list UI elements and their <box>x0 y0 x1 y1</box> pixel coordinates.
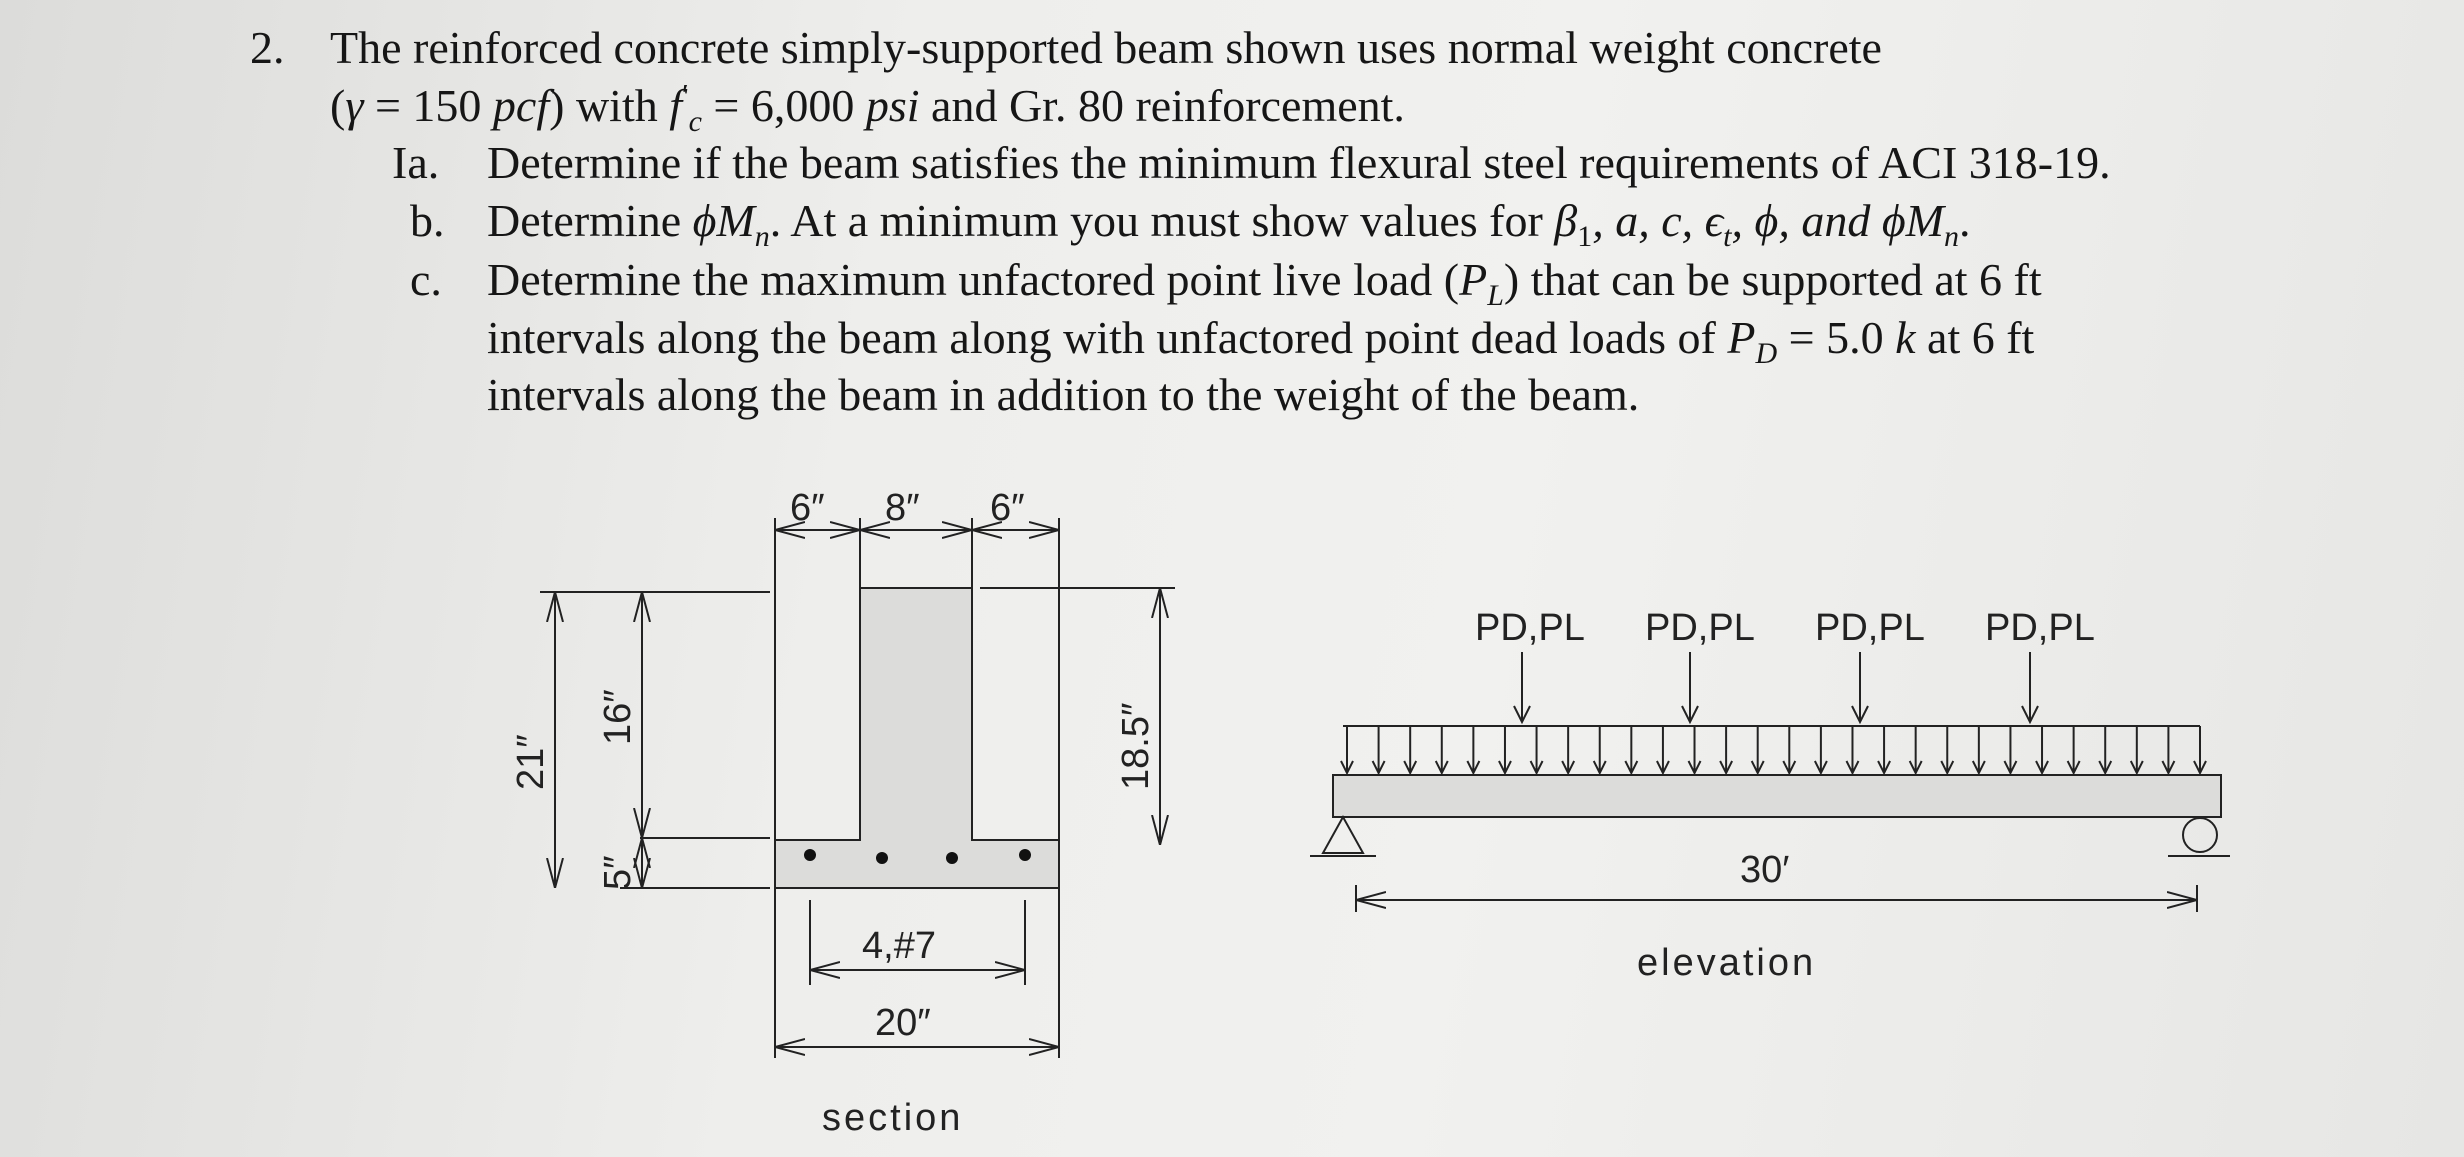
part-b-text: Determine $\phi M_n$. At a minimum you must show values for $\beta_1$, a, c, $\epsilon_t$, ϕ, and $\phi M_n$. <box>487 195 1971 254</box>
pin-support <box>1323 817 1363 853</box>
udl-arrow <box>2004 726 2016 773</box>
load-label-4: PD,PL <box>1985 607 2095 649</box>
udl-arrow <box>1625 726 1637 773</box>
distributed-load-arrows <box>1341 726 2206 773</box>
dim-top-left: 6″ <box>790 487 825 529</box>
udl-arrow <box>1973 726 1985 773</box>
point-load-arrow <box>1514 652 1530 722</box>
part-c-line1: Determine the maximum unfactored point live load $(P_L)$ that can be supported at 6 ft <box>487 254 2042 313</box>
udl-arrow <box>1341 726 1353 773</box>
problem-intro-line1: The reinforced concrete simply-supported beam shown uses normal weight concrete <box>330 22 1882 73</box>
part-a-label: Ia. <box>392 137 440 188</box>
beam-elevation <box>1333 775 2221 817</box>
udl-arrow <box>1499 726 1511 773</box>
problem-number: 2. <box>250 22 285 73</box>
load-label-3: PD,PL <box>1815 607 1925 649</box>
part-a-text: Determine if the beam satisfies the minimum flexural steel requirements of ACI 318-19. <box>487 137 2111 188</box>
udl-arrow <box>2131 726 2143 773</box>
part-c-line3: intervals along the beam in addition to the weight of the beam. <box>487 369 1640 420</box>
elevation-caption: elevation <box>1637 942 1817 984</box>
udl-arrow <box>1941 726 1953 773</box>
dim-top-right: 6″ <box>990 487 1025 529</box>
section-drawing <box>540 518 1175 1058</box>
rebar-2 <box>876 852 888 864</box>
dim-width: 20″ <box>875 1002 931 1044</box>
point-load-arrow <box>2022 652 2038 722</box>
part-c-line2: intervals along the beam along with unfactored point dead loads of $P_D = 5.0$ k at 6 ft <box>487 312 2035 371</box>
point-load-arrow <box>1682 652 1698 722</box>
span-label: 30′ <box>1740 849 1790 891</box>
dim-web-height: 16″ <box>597 689 639 745</box>
udl-arrow <box>1657 726 1669 773</box>
udl-arrow <box>1562 726 1574 773</box>
udl-arrow <box>1467 726 1479 773</box>
rebar-4 <box>1019 849 1031 861</box>
rebar-1 <box>804 849 816 861</box>
udl-arrow <box>1846 726 1858 773</box>
udl-arrow <box>1815 726 1827 773</box>
point-load-arrows <box>1514 652 2038 722</box>
udl-arrow <box>1910 726 1922 773</box>
udl-arrow <box>1720 726 1732 773</box>
part-b-label: b. <box>410 195 445 246</box>
udl-arrow <box>1436 726 1448 773</box>
udl-arrow <box>1752 726 1764 773</box>
udl-arrow <box>1404 726 1416 773</box>
dim-flange-height: 5″ <box>597 855 639 890</box>
beam-cross-section <box>775 588 1059 888</box>
problem-intro-line2: (γ = 150 pcf) with $f'_c = 6,000$ psi and Gr. 80 reinforcement. <box>330 78 1405 139</box>
udl-arrow <box>2162 726 2174 773</box>
rebar-3 <box>946 852 958 864</box>
udl-arrow <box>2036 726 2048 773</box>
udl-arrow <box>1594 726 1606 773</box>
rebar-label: 4,#7 <box>862 925 936 967</box>
udl-arrow <box>2068 726 2080 773</box>
roller-support <box>2183 818 2217 852</box>
udl-arrow <box>1373 726 1385 773</box>
part-c-label: c. <box>410 254 442 305</box>
udl-arrow <box>1531 726 1543 773</box>
udl-arrow <box>2099 726 2111 773</box>
udl-arrow <box>1783 726 1795 773</box>
point-load-arrow <box>1852 652 1868 722</box>
udl-arrow <box>1689 726 1701 773</box>
load-label-2: PD,PL <box>1645 607 1755 649</box>
udl-arrow <box>1878 726 1890 773</box>
dim-effective-depth: 18.5″ <box>1115 702 1157 790</box>
udl-arrow <box>2194 726 2206 773</box>
dim-top-mid: 8″ <box>885 487 920 529</box>
dim-total-height: 21″ <box>510 734 552 790</box>
load-label-1: PD,PL <box>1475 607 1585 649</box>
section-caption: section <box>822 1097 964 1139</box>
